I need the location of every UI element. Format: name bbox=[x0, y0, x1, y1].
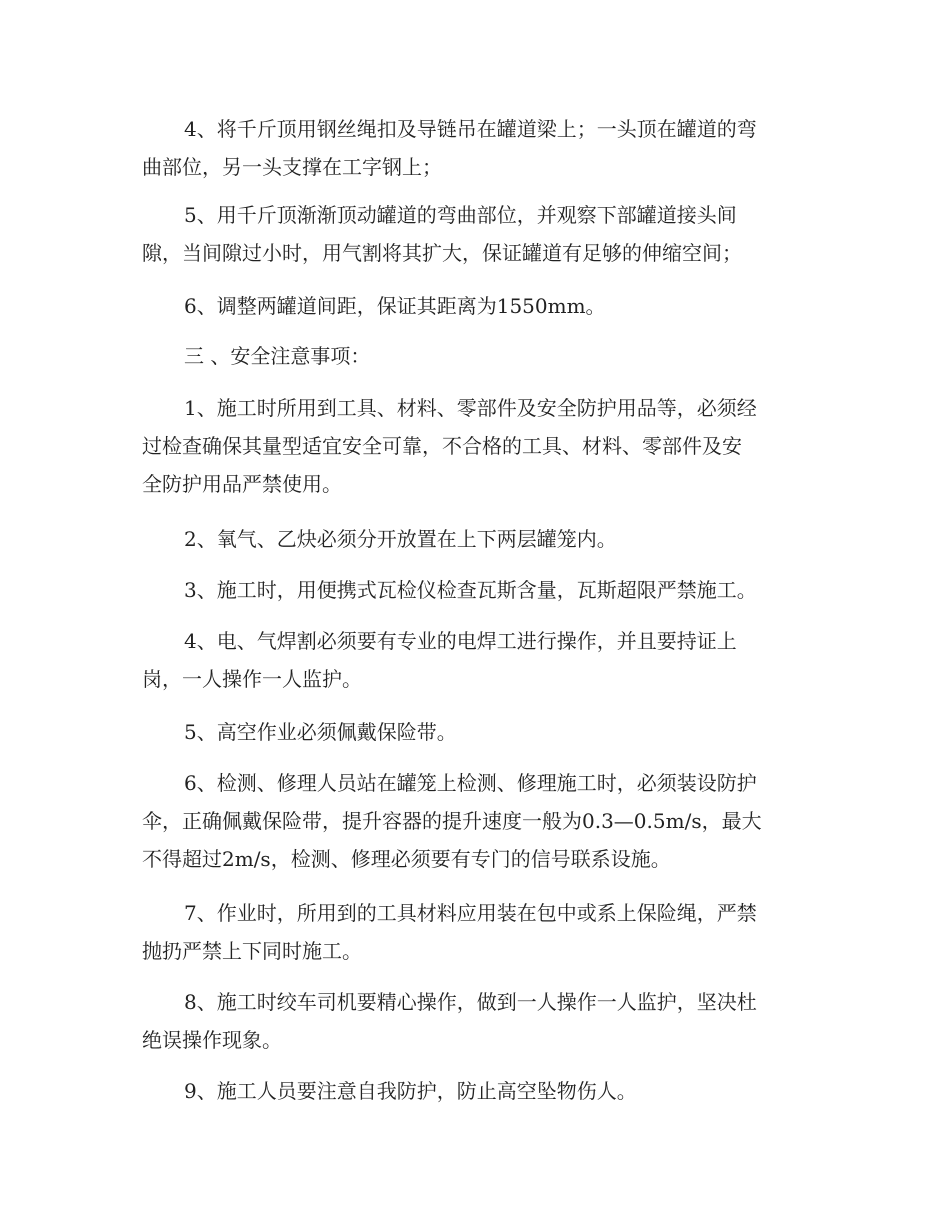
paragraph-safety-3: 3、施工时，用便携式瓦检仪检查瓦斯含量，瓦斯超限严禁施工。 bbox=[184, 578, 757, 602]
paragraph-safety-2: 2、氧气、乙炔必须分开放置在上下两层罐笼内。 bbox=[184, 527, 617, 551]
paragraph-safety-6: 6、检测、修理人员站在罐笼上检测、修理施工时，必须装设防护 伞，正确佩戴保险带，提升容器的提升速度一般为0.3—0.5m/s，最大 不得超过2m/s，检测、修理必须要有专门的信号联系设施。 bbox=[142, 771, 762, 871]
paragraph-safety-8: 8、施工时绞车司机要精心操作，做到一人操作一人监护，坚决杜 绝误操作现象。 bbox=[142, 990, 757, 1052]
paragraph-safety-5: 5、高空作业必须佩戴保险带。 bbox=[184, 720, 457, 744]
paragraph-step-6-spacing: 6、调整两罐道间距，保证其距离为1550mm。 bbox=[184, 294, 606, 318]
paragraph-safety-4: 4、电、气焊割必须要有专业的电焊工进行操作，并且要持证上 岗，一人操作一人监护。 bbox=[142, 629, 737, 691]
section-heading-safety: 三 、安全注意事项： bbox=[184, 344, 371, 368]
paragraph-safety-9: 9、施工人员要注意自我防护，防止高空坠物伤人。 bbox=[184, 1079, 637, 1103]
paragraph-step-4-jack-rigging: 4、将千斤顶用钢丝绳扣及导链吊在罐道梁上；一头顶在罐道的弯 曲部位，另一头支撑在工字钢上； bbox=[142, 117, 757, 179]
paragraph-safety-1: 1、施工时所用到工具、材料、零部件及安全防护用品等，必须经 过检查确保其量型适宜安全可靠，不合格的工具、材料、零部件及安 全防护用品严禁使用。 bbox=[142, 396, 757, 496]
paragraph-safety-7: 7、作业时，所用到的工具材料应用装在包中或系上保险绳，严禁 抛扔严禁上下同时施工。 bbox=[142, 901, 757, 963]
paragraph-step-5-jack-pushing: 5、用千斤顶渐渐顶动罐道的弯曲部位，并观察下部罐道接头间 隙，当间隙过小时，用气割将其扩大，保证罐道有足够的伸缩空间； bbox=[142, 203, 742, 265]
